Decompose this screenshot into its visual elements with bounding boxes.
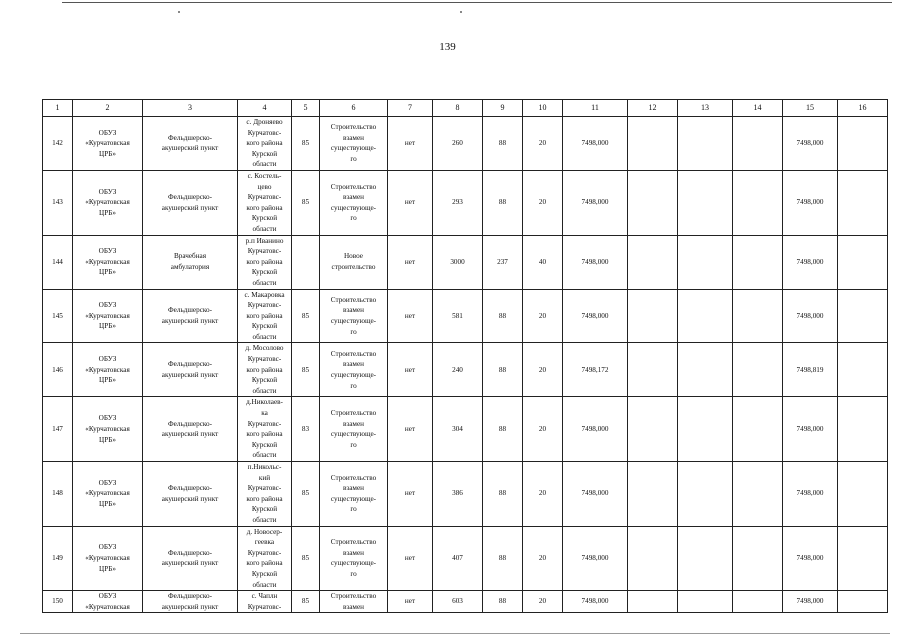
- facility-type-cell: [143, 170, 238, 235]
- location-cell: [238, 343, 292, 397]
- cell-line: области: [252, 580, 277, 589]
- cell-line: геевка: [254, 538, 275, 547]
- cell-line: Курской: [251, 214, 278, 223]
- cell-line: взамен: [342, 193, 364, 202]
- row-number-cell: 145: [43, 289, 73, 343]
- col-9-cell: 88: [483, 117, 523, 171]
- cell-line: Курской: [251, 440, 278, 449]
- cell-line: ОБУЗ: [98, 414, 117, 423]
- row-number-cell: 144: [43, 235, 73, 289]
- col-12-cell: [628, 526, 678, 591]
- col-7-cell: нет: [388, 397, 433, 462]
- cell-line: взамен: [342, 548, 364, 557]
- col-5-cell: 85: [292, 170, 320, 235]
- col-5-cell: 85: [292, 526, 320, 591]
- row-number-cell: 142: [43, 117, 73, 171]
- col-14-cell: [733, 462, 783, 527]
- cell-line: Врачебная: [173, 252, 207, 261]
- work-type-cell: [320, 117, 388, 171]
- scan-top-border: [62, 2, 892, 3]
- cell-line: существующе-: [330, 494, 377, 503]
- cell-line: ЦРБ»: [99, 564, 116, 573]
- location-cell: [238, 117, 292, 171]
- cell-line: области: [252, 451, 277, 460]
- row-number-cell: 143: [43, 170, 73, 235]
- cell-line: Курской: [251, 322, 278, 331]
- col-8-cell: 581: [433, 289, 483, 343]
- cell-line: существующе-: [330, 370, 377, 379]
- facility-type-cell: [143, 526, 238, 591]
- col-13-cell: [678, 235, 733, 289]
- cell-line: Курчатовс-: [247, 602, 282, 611]
- col-11-cell: 7498,000: [563, 289, 628, 343]
- cell-line: «Курчатовская: [85, 602, 130, 611]
- col-8-cell: 260: [433, 117, 483, 171]
- row-number-cell: 149: [43, 526, 73, 591]
- col-12-cell: [628, 235, 678, 289]
- col-7-cell: нет: [388, 343, 433, 397]
- col-16-cell: [838, 170, 888, 235]
- col-8-cell: 407: [433, 526, 483, 591]
- cell-line: амбулатория: [170, 263, 210, 272]
- scan-speck: [178, 11, 180, 13]
- col-11-cell: 7498,000: [563, 462, 628, 527]
- cell-line: «Курчатовская: [85, 139, 130, 148]
- col-13-cell: [678, 526, 733, 591]
- location-cell: [238, 170, 292, 235]
- cell-line: ОБУЗ: [98, 301, 117, 310]
- work-type-cell: [320, 462, 388, 527]
- col-16-cell: [838, 235, 888, 289]
- cell-line: ЦРБ»: [99, 268, 116, 277]
- cell-line: взамен: [342, 133, 364, 142]
- col-16-cell: [838, 397, 888, 462]
- header-cell: 1: [43, 100, 73, 117]
- cell-line: взамен: [342, 419, 364, 428]
- location-cell: [238, 526, 292, 591]
- work-type-cell: [320, 397, 388, 462]
- cell-line: ОБУЗ: [98, 187, 117, 196]
- cell-line: взамен: [342, 306, 364, 315]
- cell-line: Курской: [251, 149, 278, 158]
- cell-line: Строительство: [330, 123, 377, 132]
- table-row: [43, 170, 888, 235]
- cell-line: Курской: [251, 569, 278, 578]
- cell-line: акушерский пункт: [161, 144, 219, 153]
- col-10-cell: 20: [523, 526, 563, 591]
- facility-type-cell: [143, 289, 238, 343]
- col-11-cell: 7498,000: [563, 117, 628, 171]
- col-10-cell: 20: [523, 170, 563, 235]
- cell-line: р.п Иванино: [245, 236, 284, 245]
- col-11-cell: 7498,000: [563, 591, 628, 613]
- cell-line: «Курчатовская: [85, 257, 130, 266]
- cell-line: Фельдшерско-: [167, 193, 212, 202]
- col-8-cell: 3000: [433, 235, 483, 289]
- cell-line: акушерский пункт: [161, 370, 219, 379]
- cell-line: го: [350, 440, 357, 449]
- col-10-cell: 20: [523, 591, 563, 613]
- col-12-cell: [628, 591, 678, 613]
- col-5-cell: [292, 235, 320, 289]
- col-11-cell: 7498,172: [563, 343, 628, 397]
- facility-type-cell: [143, 397, 238, 462]
- col-15-cell: 7498,000: [783, 397, 838, 462]
- col-5-cell: 85: [292, 289, 320, 343]
- cell-line: Курчатовс-: [247, 301, 282, 310]
- row-number-cell: 146: [43, 343, 73, 397]
- header-cell: 15: [783, 100, 838, 117]
- col-9-cell: 88: [483, 526, 523, 591]
- col-7-cell: нет: [388, 526, 433, 591]
- col-10-cell: 20: [523, 462, 563, 527]
- header-row: [43, 100, 888, 117]
- row-number-cell: 147: [43, 397, 73, 462]
- col-16-cell: [838, 343, 888, 397]
- cell-line: ЦРБ»: [99, 500, 116, 509]
- cell-line: «Курчатовская: [85, 489, 130, 498]
- cell-line: «Курчатовская: [85, 554, 130, 563]
- cell-line: акушерский пункт: [161, 430, 219, 439]
- cell-line: акушерский пункт: [161, 602, 219, 611]
- cell-line: «Курчатовская: [85, 424, 130, 433]
- cell-line: го: [350, 327, 357, 336]
- cell-line: ЦРБ»: [99, 149, 116, 158]
- table-row: [43, 235, 888, 289]
- table-row: [43, 117, 888, 171]
- cell-line: Строительство: [330, 182, 377, 191]
- col-8-cell: 240: [433, 343, 483, 397]
- cell-line: Фельдшерско-: [167, 592, 212, 601]
- col-9-cell: 88: [483, 170, 523, 235]
- cell-line: области: [252, 515, 277, 524]
- header-cell: 11: [563, 100, 628, 117]
- organization-cell: [73, 591, 143, 613]
- facility-type-cell: [143, 591, 238, 613]
- cell-line: ОБУЗ: [98, 355, 117, 364]
- col-13-cell: [678, 289, 733, 343]
- cell-line: Курской: [251, 268, 278, 277]
- cell-line: кого района: [246, 559, 283, 568]
- col-8-cell: 386: [433, 462, 483, 527]
- col-7-cell: нет: [388, 117, 433, 171]
- cell-line: ЦРБ»: [99, 322, 116, 331]
- cell-line: области: [252, 160, 277, 169]
- location-cell: [238, 235, 292, 289]
- cell-line: Строительство: [330, 473, 377, 482]
- header-cell: 14: [733, 100, 783, 117]
- col-12-cell: [628, 397, 678, 462]
- table-row: [43, 462, 888, 527]
- cell-line: с. Макаровка: [244, 290, 285, 299]
- work-type-cell: [320, 289, 388, 343]
- cell-line: Новое: [343, 252, 363, 261]
- work-type-cell: [320, 526, 388, 591]
- col-7-cell: нет: [388, 235, 433, 289]
- cell-line: взамен: [342, 360, 364, 369]
- page-number: 139: [439, 41, 456, 53]
- cell-line: существующе-: [330, 203, 377, 212]
- col-9-cell: 88: [483, 397, 523, 462]
- organization-cell: [73, 170, 143, 235]
- cell-line: Фельдшерско-: [167, 419, 212, 428]
- col-9-cell: 88: [483, 289, 523, 343]
- facility-type-cell: [143, 235, 238, 289]
- cell-line: го: [350, 381, 357, 390]
- col-14-cell: [733, 343, 783, 397]
- table-row: [43, 526, 888, 591]
- col-12-cell: [628, 117, 678, 171]
- location-cell: [238, 462, 292, 527]
- col-7-cell: нет: [388, 462, 433, 527]
- header-cell: 6: [320, 100, 388, 117]
- row-number-cell: 150: [43, 591, 73, 613]
- scan-bottom-border: [20, 633, 890, 634]
- cell-line: кого района: [246, 311, 283, 320]
- col-5-cell: 85: [292, 462, 320, 527]
- col-14-cell: [733, 170, 783, 235]
- col-16-cell: [838, 591, 888, 613]
- col-7-cell: нет: [388, 289, 433, 343]
- col-11-cell: 7498,000: [563, 526, 628, 591]
- cell-line: Строительство: [330, 592, 377, 601]
- cell-line: кого района: [246, 494, 283, 503]
- cell-line: кого района: [246, 139, 283, 148]
- work-type-cell: [320, 170, 388, 235]
- cell-line: акушерский пункт: [161, 316, 219, 325]
- cell-line: существующе-: [330, 316, 377, 325]
- header-cell: 5: [292, 100, 320, 117]
- cell-line: Курчатовс-: [247, 355, 282, 364]
- cell-line: существующе-: [330, 144, 377, 153]
- cell-line: Курчатовс-: [247, 247, 282, 256]
- col-16-cell: [838, 462, 888, 527]
- organization-cell: [73, 526, 143, 591]
- organization-cell: [73, 117, 143, 171]
- cell-line: Курчатовс-: [247, 128, 282, 137]
- cell-line: ОБУЗ: [98, 592, 117, 601]
- facility-type-cell: [143, 462, 238, 527]
- cell-line: существующе-: [330, 559, 377, 568]
- cell-line: Курчатовс-: [247, 193, 282, 202]
- scan-speck: [460, 11, 462, 13]
- col-10-cell: 20: [523, 343, 563, 397]
- col-11-cell: 7498,000: [563, 397, 628, 462]
- cell-line: кий: [258, 473, 271, 482]
- header-cell: 10: [523, 100, 563, 117]
- cell-line: Курчатовс-: [247, 548, 282, 557]
- cell-line: Строительство: [330, 409, 377, 418]
- cell-line: д.Николаев-: [246, 398, 283, 407]
- cell-line: области: [252, 332, 277, 341]
- location-cell: [238, 289, 292, 343]
- col-9-cell: 237: [483, 235, 523, 289]
- cell-line: с. Чаплн: [251, 592, 278, 601]
- location-cell: [238, 591, 292, 613]
- cell-line: п.Никольс-: [247, 463, 282, 471]
- cell-line: Фельдшерско-: [167, 548, 212, 557]
- cell-line: Фельдшерско-: [167, 484, 212, 493]
- organization-cell: [73, 462, 143, 527]
- col-9-cell: 88: [483, 343, 523, 397]
- header-cell: 16: [838, 100, 888, 117]
- cell-line: ОБУЗ: [98, 543, 117, 552]
- table-row: [43, 397, 888, 462]
- cell-line: области: [252, 224, 277, 233]
- col-14-cell: [733, 526, 783, 591]
- col-5-cell: 85: [292, 591, 320, 613]
- work-type-cell: [320, 235, 388, 289]
- cell-line: ЦРБ»: [99, 209, 116, 218]
- cell-line: акушерский пункт: [161, 203, 219, 212]
- cell-line: «Курчатовская: [85, 198, 130, 207]
- cell-line: Строительство: [330, 349, 377, 358]
- cell-line: го: [350, 505, 357, 514]
- col-14-cell: [733, 117, 783, 171]
- col-15-cell: 7498,000: [783, 591, 838, 613]
- col-14-cell: [733, 289, 783, 343]
- cell-line: «Курчатовская: [85, 311, 130, 320]
- col-15-cell: 7498,000: [783, 170, 838, 235]
- cell-line: кого района: [246, 257, 283, 266]
- header-cell: 4: [238, 100, 292, 117]
- col-11-cell: 7498,000: [563, 235, 628, 289]
- facility-type-cell: [143, 343, 238, 397]
- cell-line: кого района: [246, 430, 283, 439]
- col-13-cell: [678, 462, 733, 527]
- col-8-cell: 304: [433, 397, 483, 462]
- cell-line: ЦРБ»: [99, 435, 116, 444]
- col-15-cell: 7498,000: [783, 289, 838, 343]
- col-7-cell: нет: [388, 170, 433, 235]
- cell-line: с. Дроняево: [246, 118, 283, 126]
- organization-cell: [73, 343, 143, 397]
- col-15-cell: 7498,000: [783, 235, 838, 289]
- cell-line: области: [252, 386, 277, 395]
- cell-line: существующе-: [330, 430, 377, 439]
- col-8-cell: 603: [433, 591, 483, 613]
- cell-line: ОБУЗ: [98, 478, 117, 487]
- col-16-cell: [838, 289, 888, 343]
- cell-line: области: [252, 278, 277, 287]
- col-5-cell: 83: [292, 397, 320, 462]
- table-row: [43, 343, 888, 397]
- cell-line: взамен: [342, 484, 364, 493]
- col-9-cell: 88: [483, 591, 523, 613]
- col-13-cell: [678, 591, 733, 613]
- col-16-cell: [838, 526, 888, 591]
- cell-line: ОБУЗ: [98, 247, 117, 256]
- header-cell: 8: [433, 100, 483, 117]
- table-row: [43, 591, 888, 613]
- header-cell: 2: [73, 100, 143, 117]
- cell-line: взамен: [342, 602, 364, 611]
- col-5-cell: 85: [292, 117, 320, 171]
- cell-line: цево: [257, 182, 272, 191]
- data-table: [42, 99, 888, 613]
- col-13-cell: [678, 397, 733, 462]
- cell-line: акушерский пункт: [161, 494, 219, 503]
- row-number-cell: 148: [43, 462, 73, 527]
- cell-line: Фельдшерско-: [167, 133, 212, 142]
- col-9-cell: 88: [483, 462, 523, 527]
- header-cell: 9: [483, 100, 523, 117]
- cell-line: ка: [261, 409, 268, 418]
- col-15-cell: 7498,000: [783, 117, 838, 171]
- header-cell: 13: [678, 100, 733, 117]
- header-cell: 7: [388, 100, 433, 117]
- col-14-cell: [733, 591, 783, 613]
- col-16-cell: [838, 117, 888, 171]
- organization-cell: [73, 397, 143, 462]
- col-12-cell: [628, 289, 678, 343]
- cell-line: кого района: [246, 365, 283, 374]
- cell-line: д. Новосер-: [246, 527, 283, 536]
- col-10-cell: 20: [523, 397, 563, 462]
- header-cell: 3: [143, 100, 238, 117]
- col-13-cell: [678, 117, 733, 171]
- col-15-cell: 7498,819: [783, 343, 838, 397]
- cell-line: кого района: [246, 203, 283, 212]
- cell-line: ОБУЗ: [98, 128, 117, 137]
- cell-line: го: [350, 214, 357, 223]
- col-12-cell: [628, 343, 678, 397]
- col-11-cell: 7498,000: [563, 170, 628, 235]
- organization-cell: [73, 289, 143, 343]
- cell-line: Фельдшерско-: [167, 360, 212, 369]
- col-7-cell: нет: [388, 591, 433, 613]
- col-5-cell: 85: [292, 343, 320, 397]
- cell-line: строительство: [331, 263, 376, 272]
- col-14-cell: [733, 235, 783, 289]
- cell-line: Курчатовс-: [247, 419, 282, 428]
- cell-line: го: [350, 569, 357, 578]
- cell-line: д. Мосолово: [245, 344, 284, 353]
- cell-line: с. Костель-: [247, 171, 282, 180]
- col-13-cell: [678, 343, 733, 397]
- cell-line: акушерский пункт: [161, 559, 219, 568]
- col-10-cell: 20: [523, 117, 563, 171]
- col-14-cell: [733, 397, 783, 462]
- organization-cell: [73, 235, 143, 289]
- facility-type-cell: [143, 117, 238, 171]
- cell-line: Курской: [251, 376, 278, 385]
- cell-line: Курской: [251, 505, 278, 514]
- cell-line: «Курчатовская: [85, 365, 130, 374]
- cell-line: Фельдшерско-: [167, 306, 212, 315]
- location-cell: [238, 397, 292, 462]
- table-row: [43, 289, 888, 343]
- header-cell: 12: [628, 100, 678, 117]
- work-type-cell: [320, 591, 388, 613]
- col-12-cell: [628, 462, 678, 527]
- col-13-cell: [678, 170, 733, 235]
- col-15-cell: 7498,000: [783, 526, 838, 591]
- cell-line: го: [350, 155, 357, 164]
- col-10-cell: 40: [523, 235, 563, 289]
- cell-line: Курчатовс-: [247, 484, 282, 493]
- cell-line: Строительство: [330, 295, 377, 304]
- work-type-cell: [320, 343, 388, 397]
- cell-line: ЦРБ»: [99, 376, 116, 385]
- col-12-cell: [628, 170, 678, 235]
- col-15-cell: 7498,000: [783, 462, 838, 527]
- col-8-cell: 293: [433, 170, 483, 235]
- col-10-cell: 20: [523, 289, 563, 343]
- cell-line: Строительство: [330, 538, 377, 547]
